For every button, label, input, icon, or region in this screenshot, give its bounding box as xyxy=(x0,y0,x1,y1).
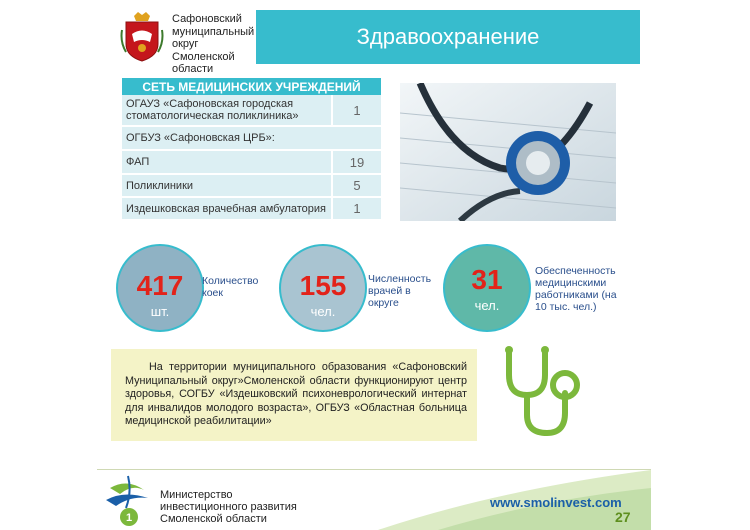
stat-label: Количество коек xyxy=(202,275,259,299)
stat-label: Численность врачей в округе xyxy=(368,273,432,309)
stethoscope-photo xyxy=(400,83,616,221)
stat-value: 417 xyxy=(136,270,184,301)
row-value: 19 xyxy=(332,150,381,174)
table-row xyxy=(122,197,381,220)
table-row xyxy=(122,174,381,197)
stat-value: 31 xyxy=(471,264,503,295)
website-link[interactable]: www.smolinvest.com xyxy=(490,495,622,510)
stat-unit: чел. xyxy=(474,298,500,313)
row-name: ОГБУЗ «Сафоновская ЦРБ»: xyxy=(122,126,381,150)
row-value: 1 xyxy=(332,95,381,126)
table-row xyxy=(122,150,381,174)
row-name: Издешковская врачебная амбулатория xyxy=(122,197,332,220)
row-name: ФАП xyxy=(122,150,332,174)
table-heading: СЕТЬ МЕДИЦИНСКИХ УЧРЕЖДЕНИЙ xyxy=(122,78,381,95)
stat-circle-beds xyxy=(116,244,204,332)
ministry-name: Министерство инвестиционного развития Смоленской области xyxy=(160,489,297,525)
stat-value: 155 xyxy=(299,270,347,301)
row-name: ОГАУЗ «Сафоновская городская стоматологическая поликлиника» xyxy=(122,95,332,126)
stethoscope-icon xyxy=(497,345,587,440)
table-row xyxy=(122,126,381,150)
network-table xyxy=(122,78,381,221)
table-header-row xyxy=(122,78,381,95)
title-bar xyxy=(256,10,640,64)
svg-text:1: 1 xyxy=(125,512,133,524)
stat-circle-staff xyxy=(443,244,531,332)
row-value: 1 xyxy=(332,197,381,220)
stat-unit: чел. xyxy=(310,304,336,319)
stat-unit: шт. xyxy=(150,304,170,319)
info-box xyxy=(111,349,477,441)
row-value: 5 xyxy=(332,174,381,197)
row-name: Поликлиники xyxy=(122,174,332,197)
info-text: На территории муниципального образования «Сафоновский Муниципальный округ»Смоленской области функционируют центр здоровья, СОГБУ «Издешковский психоневрологический интернат для инвалидов молодого возраста», ОГБУЗ «Областная больница медицинской реабилитации» xyxy=(125,361,467,428)
municipality-name: Сафоновский муниципальный округ Смоленской области xyxy=(172,13,255,75)
page-title: Здравоохранение xyxy=(356,24,540,49)
ministry-logo-icon xyxy=(102,468,157,528)
table-row xyxy=(122,95,381,126)
coat-of-arms-icon xyxy=(120,12,164,62)
stat-circle-doctors xyxy=(279,244,367,332)
page-number: 27 xyxy=(615,509,631,525)
stat-label: Обеспеченность медицинскими работниками (на 10 тыс. чел.) xyxy=(535,265,617,313)
